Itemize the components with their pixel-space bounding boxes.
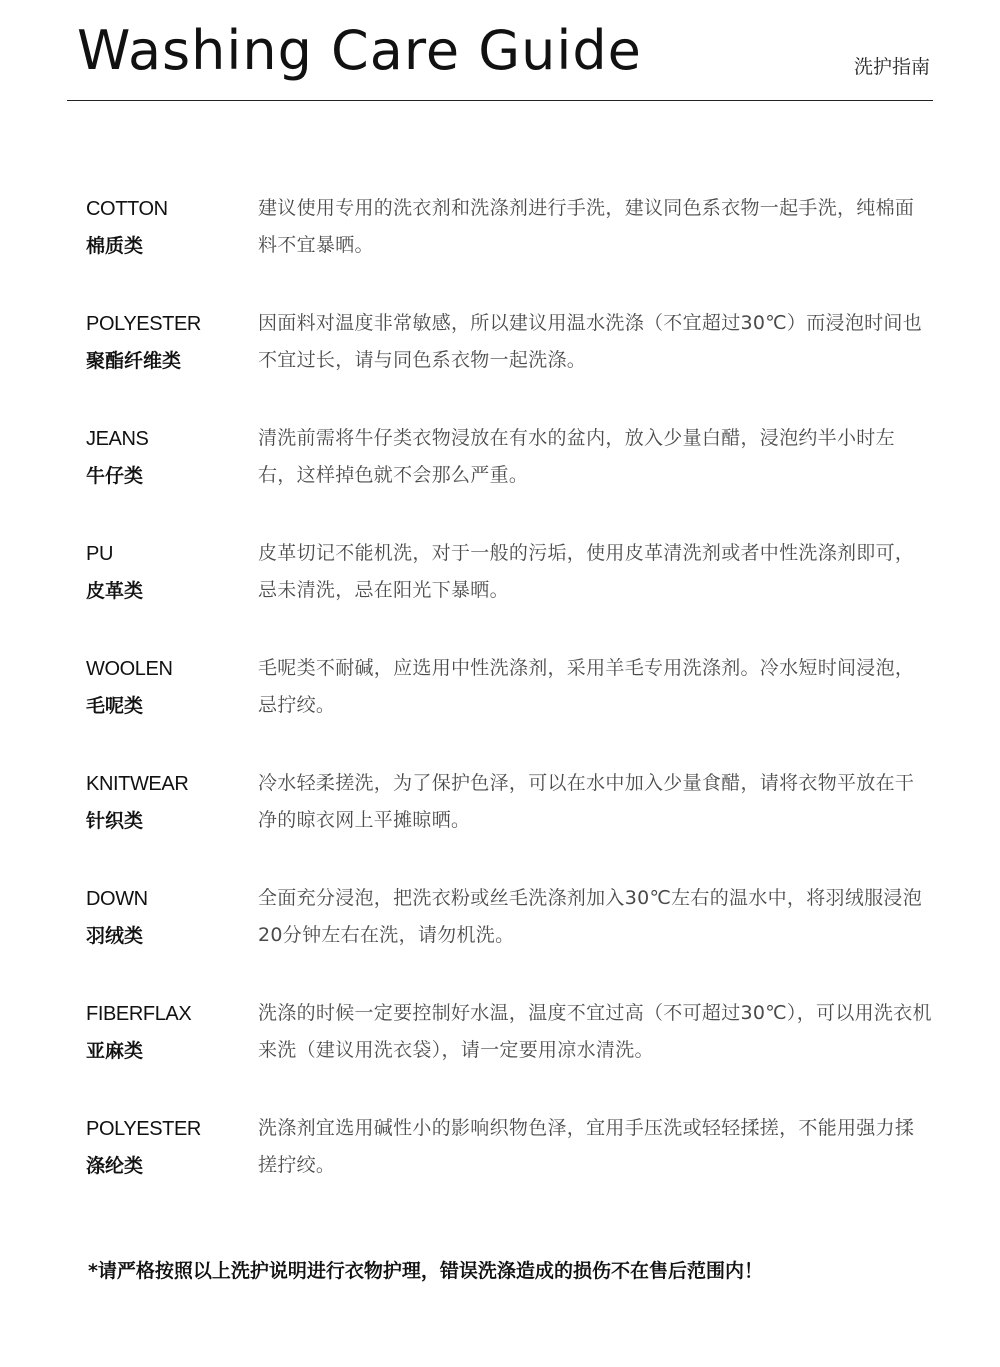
care-item-polyester [86, 309, 936, 424]
fabric-name-en: POLYESTER [86, 313, 201, 335]
care-item-down [86, 884, 936, 999]
care-instructions: 毛呢类不耐碱，应选用中性洗涤剂，采用羊毛专用洗涤剂。冷水短时间浸泡，忌拧绞。 [258, 657, 915, 716]
fabric-name-cn: 羽绒类 [86, 925, 144, 947]
fabric-name-en: COTTON [86, 198, 168, 220]
care-instructions: 洗涤剂宜选用碱性小的影响织物色泽，宜用手压洗或轻轻揉搓，不能用强力揉搓拧绞。 [258, 1117, 915, 1176]
fabric-name-en: DOWN [86, 888, 148, 910]
care-guide-list [86, 194, 936, 1229]
care-instructions: 建议使用专用的洗衣剂和洗涤剂进行手洗，建议同色系衣物一起手洗，纯棉面料不宜暴晒。 [258, 197, 915, 256]
fabric-name-cn: 牛仔类 [86, 465, 144, 487]
fabric-label [86, 539, 258, 654]
fabric-name-cn: 聚酯纤维类 [86, 350, 182, 372]
fabric-name-cn: 毛呢类 [86, 695, 144, 717]
care-item-woolen [86, 654, 936, 769]
care-instructions: 洗涤的时候一定要控制好水温，温度不宜过高（不可超过30℃），可以用洗衣机来洗（建议用洗衣袋），请一定要用凉水清洗。 [258, 1002, 932, 1061]
fabric-name-cn: 棉质类 [86, 235, 144, 257]
fabric-name-cn: 亚麻类 [86, 1040, 144, 1062]
after-sales-note: *请严格按照以上洗护说明进行衣物护理，错误洗涤造成的损伤不在售后范围内！ [88, 1260, 763, 1282]
fabric-label [86, 424, 258, 539]
care-instructions: 清洗前需将牛仔类衣物浸放在有水的盆内，放入少量白醋，浸泡约半小时左右，这样掉色就不会那么严重。 [258, 427, 895, 486]
care-item-polyester-terylene [86, 1114, 936, 1229]
care-item-pu [86, 539, 936, 654]
fabric-name-cn: 针织类 [86, 810, 144, 832]
care-instructions: 冷水轻柔搓洗，为了保护色泽，可以在水中加入少量食醋，请将衣物平放在干净的晾衣网上平摊晾晒。 [258, 772, 915, 831]
care-instructions: 全面充分浸泡，把洗衣粉或丝毛洗涤剂加入30℃左右的温水中，将羽绒服浸泡20分钟左右在洗，请勿机洗。 [258, 887, 923, 946]
fabric-name-en: WOOLEN [86, 658, 173, 680]
fabric-name-en: KNITWEAR [86, 773, 189, 795]
fabric-label [86, 194, 258, 309]
care-item-jeans [86, 424, 936, 539]
care-item-knitwear [86, 769, 936, 884]
fabric-name-en: FIBERFLAX [86, 1003, 192, 1025]
page-title: Washing Care Guide [77, 19, 642, 82]
fabric-name-en: PU [86, 543, 113, 565]
fabric-label [86, 999, 258, 1114]
fabric-name-cn: 涤纶类 [86, 1155, 144, 1177]
fabric-label [86, 654, 258, 769]
fabric-label [86, 309, 258, 424]
fabric-label [86, 884, 258, 999]
page-subtitle: 洗护指南 [853, 56, 930, 78]
care-instructions: 因面料对温度非常敏感，所以建议用温水洗涤（不宜超过30℃）而浸泡时间也不宜过长，请与同色系衣物一起洗涤。 [258, 312, 923, 371]
care-instructions: 皮革切记不能机洗，对于一般的污垢，使用皮革清洗剂或者中性洗涤剂即可，忌未清洗，忌在阳光下暴晒。 [258, 542, 915, 601]
fabric-name-en: POLYESTER [86, 1118, 201, 1140]
care-item-fiberflax [86, 999, 936, 1114]
page-header [67, 0, 933, 101]
fabric-label [86, 1114, 258, 1229]
fabric-name-en: JEANS [86, 428, 149, 450]
fabric-name-cn: 皮革类 [86, 580, 144, 602]
fabric-label [86, 769, 258, 884]
care-item-cotton [86, 194, 936, 309]
